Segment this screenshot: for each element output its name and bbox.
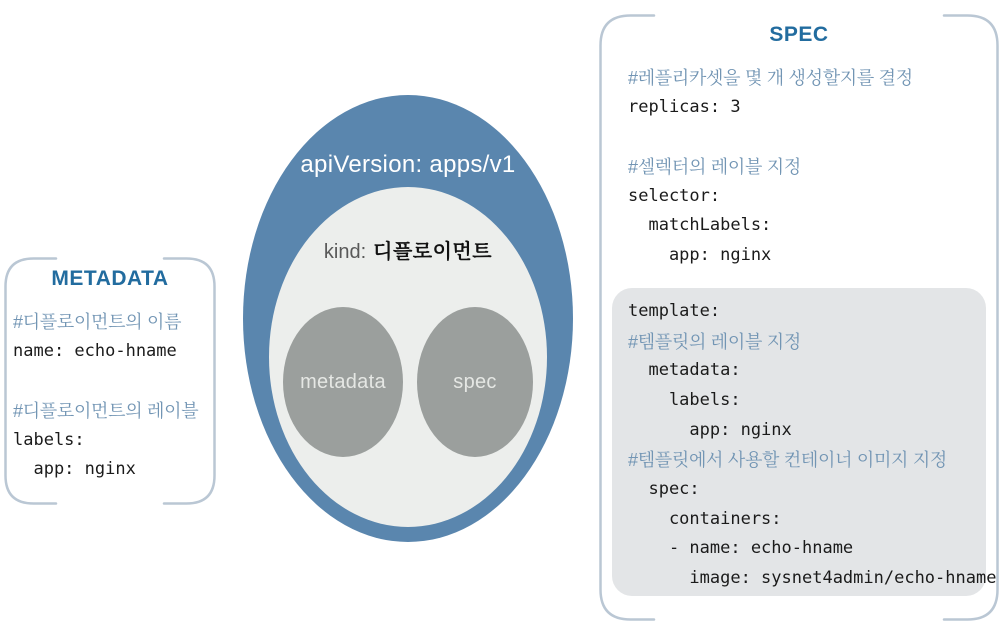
kind-label	[269, 235, 547, 264]
apiversion-label: apiVersion: apps/v1	[300, 151, 516, 178]
code-line: spec:	[628, 478, 700, 499]
spec-panel	[599, 14, 999, 621]
metadata-panel-title: METADATA	[51, 267, 169, 290]
code-line: labels:	[628, 389, 741, 410]
code-line: - name: echo-hname	[628, 538, 854, 559]
comment-line: #디플로이먼트의 레이블	[13, 400, 199, 421]
comment-line: #셀렉터의 레이블 지정	[628, 156, 801, 177]
comment-line: #템플릿의 레이블 지정	[628, 331, 801, 352]
code-line: matchLabels:	[628, 215, 772, 236]
blank-line	[13, 365, 214, 395]
blank-line	[628, 121, 991, 151]
spec-ellipse-label: spec	[453, 370, 497, 393]
code-line: template:	[628, 300, 721, 321]
code-line: image: sysnet4admin/echo-hname	[628, 568, 997, 589]
code-line: labels:	[13, 429, 85, 450]
code-line: app: nginx	[13, 459, 136, 480]
comment-line: #템플릿에서 사용할 컨테이너 이미지 지정	[628, 450, 948, 471]
code-line: app: nginx	[628, 244, 772, 265]
kind-value: 디플로이먼트	[373, 241, 493, 263]
code-line: replicas: 3	[628, 96, 741, 117]
code-line: containers:	[628, 508, 782, 529]
kind-key: kind:	[323, 241, 367, 263]
metadata-ellipse	[283, 307, 403, 457]
template-box	[612, 288, 997, 596]
comment-line: #레플리카셋을 몇 개 생성할지를 결정	[628, 67, 913, 88]
metadata-code-block	[13, 306, 214, 484]
code-line: name: echo-hname	[13, 340, 177, 361]
code-line: metadata:	[628, 360, 741, 381]
code-line: app: nginx	[628, 419, 792, 440]
metadata-panel	[4, 257, 216, 505]
spec-ellipse	[417, 307, 533, 457]
metadata-ellipse-label: metadata	[300, 370, 386, 393]
code-line: selector:	[628, 185, 721, 206]
spec-panel-title: SPEC	[769, 23, 829, 46]
comment-line: #디플로이먼트의 이름	[13, 311, 182, 332]
spec-code-block	[628, 62, 991, 270]
